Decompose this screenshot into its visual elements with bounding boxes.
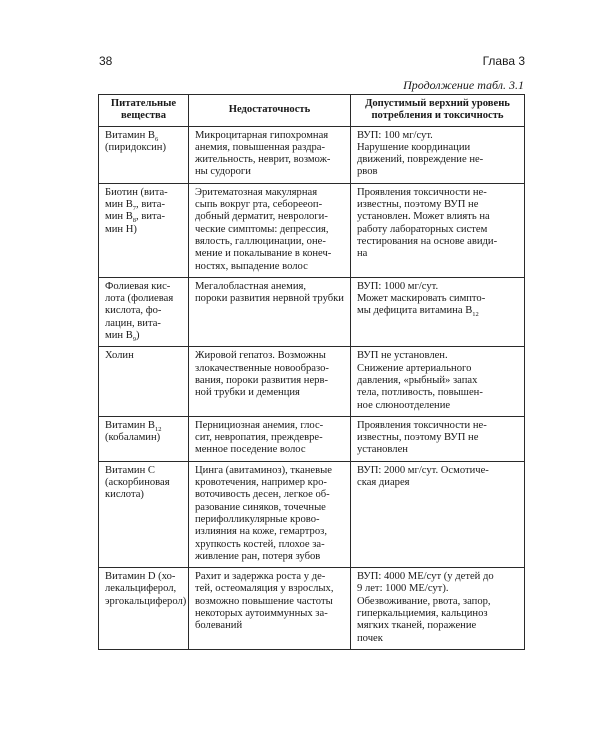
text-line: сит, невропатия, преждевре- <box>195 432 323 444</box>
toxicity-cell <box>351 416 525 461</box>
text-line: лота (фолиевая <box>105 293 174 305</box>
text-line: возможно повышение частоты <box>195 595 333 607</box>
text-line: Эритематозная макулярная <box>195 186 318 198</box>
text-line: Проявления токсичности не- <box>357 419 487 431</box>
text-line: пороки развития нервной трубки <box>195 293 344 305</box>
table-row <box>99 347 525 416</box>
text-line: излияния на коже, гемартроз, <box>195 526 327 538</box>
text-line: ны судороги <box>195 166 251 178</box>
text-line: работу лабораторных систем <box>357 223 488 235</box>
text-line: вялость, галлюцинации, оне- <box>195 235 326 247</box>
text-line: Витамин D (хо- <box>105 571 176 583</box>
text-line: вания, пороки развития нерв- <box>195 374 328 386</box>
chapter-title: Глава 3 <box>482 54 525 68</box>
text-line: ВУП: 4000 МЕ/сут (у детей до <box>357 571 494 583</box>
text-line: ская диарея <box>357 477 410 489</box>
toxicity-cell <box>351 461 525 567</box>
text-line: Холин <box>105 350 134 362</box>
toxicity-cell <box>351 347 525 416</box>
text-line: движений, повреждение не- <box>357 154 484 166</box>
deficiency-cell <box>189 183 351 277</box>
text-line: перифолликулярные крово- <box>195 513 320 525</box>
text-line: менное поседение волос <box>195 444 306 456</box>
text-line: Недостаточность <box>228 104 311 116</box>
text-line: гиперкальциемия, кальциноз <box>357 607 488 619</box>
text-line: Питательные <box>110 98 177 109</box>
deficiency-cell <box>189 416 351 461</box>
table-row <box>99 461 525 567</box>
text-line: лацин, вита- <box>105 317 161 329</box>
nutrient-cell <box>99 126 189 183</box>
text-line: ВУП: 100 мг/сут. <box>357 129 433 141</box>
text-line: кровотечения, например кро- <box>195 477 327 489</box>
table-row <box>99 126 525 183</box>
nutrients-table <box>98 94 525 650</box>
text-line: ВУП: 2000 мг/сут. Осмотиче- <box>357 464 489 476</box>
text-line: мение и покалывание в конеч- <box>195 248 332 260</box>
nutrient-cell <box>99 347 189 416</box>
text-line: болеваний <box>195 620 243 632</box>
text-line: давления, «рыбный» запах <box>357 374 478 386</box>
table-header-row <box>99 95 525 127</box>
nutrient-cell <box>99 568 189 650</box>
text-line: Обезвоживание, рвота, запор, <box>357 595 491 607</box>
text-line: Допустимый верхний уровень <box>365 98 510 109</box>
text-line: ное слюноотделение <box>357 399 451 411</box>
text-line: Может маскировать симпто- <box>357 293 486 305</box>
text-line: ной трубки и деменция <box>195 387 300 399</box>
deficiency-cell <box>189 126 351 183</box>
text-line: мин $B_9$) <box>105 330 140 344</box>
text-line: (пиридоксин) <box>105 141 166 153</box>
deficiency-cell <box>189 347 351 416</box>
text-line: мин $B_8$, вита- <box>105 211 165 225</box>
text-line: живление ран, потеря зубов <box>195 550 321 562</box>
text-line: на <box>357 248 368 260</box>
text-line: Мегалобластная анемия, <box>195 280 307 292</box>
table-continuation-caption: Продолжение табл. 3.1 <box>403 78 524 92</box>
page-number: 38 <box>99 54 113 68</box>
text-line: Витамин C <box>105 464 155 476</box>
text-line: кислота) <box>105 489 144 501</box>
table-row <box>99 277 525 346</box>
text-line: сыпь вокруг рта, себорееоп- <box>195 199 323 211</box>
text-line: Микроцитарная гипохромная <box>195 129 329 141</box>
text-line: кислота, фо- <box>105 305 162 317</box>
text-line: жительность, неврит, возмож- <box>195 154 331 166</box>
text-line: Проявления токсичности не- <box>357 186 487 198</box>
toxicity-cell <box>351 568 525 650</box>
text-line: Витамин $B_6$ <box>105 129 159 143</box>
deficiency-cell <box>189 568 351 650</box>
table-row <box>99 183 525 277</box>
text-line: Цинга (авитаминоз), тканевые <box>195 464 332 476</box>
text-line: Витамин $B_{12}$ <box>105 419 162 433</box>
text-line: почек <box>357 632 383 644</box>
text-line: лекальциферол, <box>105 583 177 595</box>
text-line: мы дефицита витамина $B_{12}$ <box>357 305 479 319</box>
toxicity-cell <box>351 277 525 346</box>
text-line: Нарушение координации <box>357 141 471 153</box>
text-line: Рахит и задержка роста у де- <box>195 571 326 583</box>
text-line: ческие симптомы: депрессия, <box>195 223 329 235</box>
text-line: потребления и токсичность <box>371 110 504 122</box>
column-header-toxicity <box>351 95 525 127</box>
text-line: известны, поэтому ВУП не <box>357 432 479 444</box>
nutrient-cell <box>99 183 189 277</box>
text-line: мин $B_7$, вита- <box>105 199 165 213</box>
nutrient-cell <box>99 461 189 567</box>
text-line: Жировой гепатоз. Возможны <box>195 350 326 362</box>
text-line: рвов <box>357 166 378 178</box>
text-line: тей, остеомаляция у взрослых, <box>195 583 334 595</box>
text-line: разование синяков, точечные <box>195 501 326 513</box>
text-line: мягких тканей, поражение <box>357 620 477 632</box>
text-line: известны, поэтому ВУП не <box>357 199 479 211</box>
toxicity-cell <box>351 183 525 277</box>
nutrient-cell <box>99 277 189 346</box>
nutrient-cell <box>99 416 189 461</box>
toxicity-cell <box>351 126 525 183</box>
deficiency-cell <box>189 461 351 567</box>
text-line: 9 лет: 1000 МЕ/сут). <box>357 583 449 595</box>
text-line: вещества <box>120 110 167 122</box>
text-line: установлен. Может влиять на <box>357 211 490 223</box>
text-line: злокачественные новообразо- <box>195 362 329 374</box>
table-row <box>99 568 525 650</box>
text-line: воточивость десен, легкое об- <box>195 489 330 501</box>
text-line: ВУП: 1000 мг/сут. <box>357 280 439 292</box>
text-line: установлен <box>357 444 408 456</box>
text-line: анемия, повышенная раздра- <box>195 141 326 153</box>
text-line: тестирования на основе авиди- <box>357 235 498 247</box>
text-line: (аскорбиновая <box>105 477 170 489</box>
text-line: Снижение артериального <box>357 362 472 374</box>
text-line: некоторых аутоиммунных за- <box>195 607 328 619</box>
column-header-nutrients <box>99 95 189 127</box>
text-line: мин H) <box>105 223 137 235</box>
text-line: ностях, выпадение волос <box>195 260 308 272</box>
column-header-deficiency <box>189 95 351 127</box>
text-line: Фолиевая кис- <box>105 280 171 292</box>
text-line: тела, потливость, повышен- <box>357 387 483 399</box>
text-line: эргокальциферол) <box>105 595 187 607</box>
page-header <box>99 54 525 68</box>
text-line: Пернициозная анемия, глос- <box>195 419 324 431</box>
text-line: ВУП не установлен. <box>357 350 448 362</box>
text-line: (кобаламин) <box>105 432 161 444</box>
deficiency-cell <box>189 277 351 346</box>
text-line: хрупкость костей, плохое за- <box>195 538 325 550</box>
table-row <box>99 416 525 461</box>
text-line: Биотин (вита- <box>105 186 168 198</box>
text-line: добный дерматит, неврологи- <box>195 211 328 223</box>
